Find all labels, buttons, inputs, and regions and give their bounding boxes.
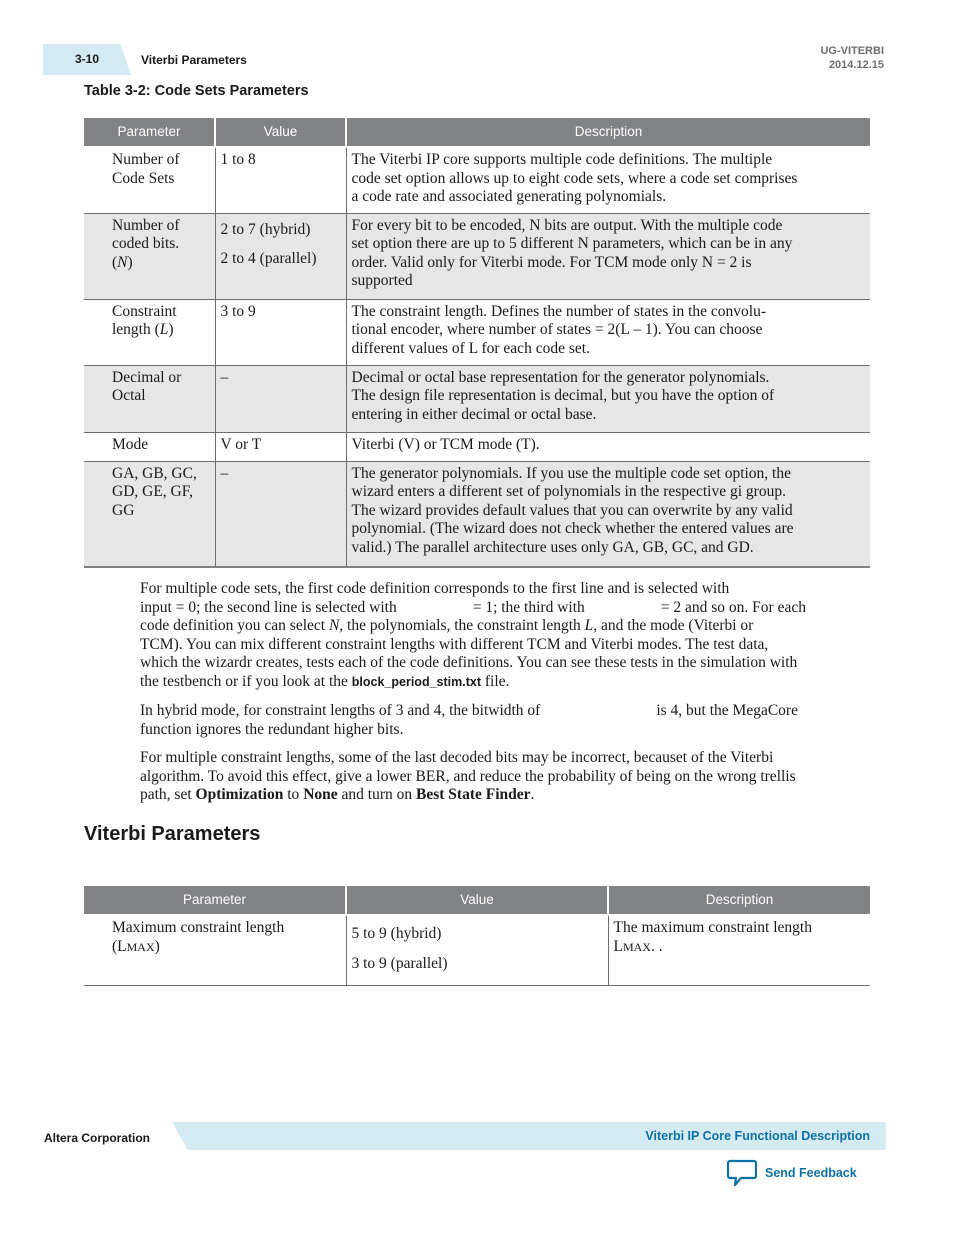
param-cell bbox=[84, 147, 215, 213]
value-line: 2 to 4 (parallel) bbox=[220, 250, 317, 267]
desc-line: The wizard provides default values that you can overwrite by any valid bbox=[351, 501, 793, 519]
para-line: For multiple code sets, the first code definition corresponds to the first line and is selected with bbox=[140, 580, 730, 597]
value-line: 1 to 8 bbox=[220, 151, 256, 168]
para-line: For multiple constraint lengths, some of the last decoded bits may be incorrect, becauset of the Viterbi bbox=[140, 749, 774, 766]
desc-line: supported bbox=[351, 272, 413, 289]
subscript: MAX bbox=[126, 939, 155, 954]
desc-cell bbox=[346, 461, 870, 567]
bold-none: None bbox=[303, 786, 338, 803]
bold-optimization: Optimization bbox=[195, 786, 284, 803]
para-line: function ignores the redundant higher bits. bbox=[140, 720, 404, 738]
table-row bbox=[84, 432, 870, 461]
param-cell bbox=[84, 299, 215, 365]
paragraph-constraint-lengths bbox=[140, 749, 868, 805]
send-feedback-link[interactable] bbox=[727, 1159, 857, 1187]
param-cell bbox=[84, 461, 215, 567]
text: ) bbox=[154, 937, 160, 955]
table-caption: Table 3-2: Code Sets Parameters bbox=[84, 83, 309, 99]
text: . bbox=[530, 786, 535, 803]
desc-line: set option there are up to 5 different N parameters, which can be in any bbox=[351, 235, 793, 252]
text: In hybrid mode, for constraint lengths of 3 and 4, the bitwidth of bbox=[140, 702, 541, 719]
desc-line: entering in either decimal or octal base. bbox=[351, 405, 597, 423]
desc-line: Decimal or octal base representation for the generator polynomials. bbox=[351, 368, 770, 386]
param-cell bbox=[84, 365, 215, 432]
param-line: (N) bbox=[112, 253, 133, 271]
value-line: 3 to 9 bbox=[220, 302, 256, 320]
param-line: Constraint bbox=[112, 302, 177, 320]
param-line: Octal bbox=[112, 387, 146, 404]
para-line bbox=[140, 702, 868, 721]
subscript: MAX bbox=[622, 939, 651, 954]
text: = 2 and so on. For each bbox=[660, 598, 806, 616]
param-line: Decimal or bbox=[112, 368, 182, 386]
value-line: – bbox=[220, 464, 229, 482]
doc-id bbox=[820, 44, 884, 72]
header-section-title: Viterbi Parameters bbox=[141, 53, 247, 67]
text: L bbox=[613, 937, 623, 955]
para-line bbox=[140, 786, 868, 805]
param-line: Code Sets bbox=[112, 169, 175, 187]
viterbi-parameters-table bbox=[84, 886, 870, 986]
table-row bbox=[84, 365, 870, 432]
param-line: GG bbox=[112, 501, 135, 519]
desc-cell bbox=[346, 147, 870, 213]
desc-line: Viterbi (V) or TCM mode (T). bbox=[351, 435, 540, 453]
param-cell bbox=[84, 213, 215, 299]
text: , and the mode (Viterbi or bbox=[593, 617, 754, 634]
text: path, set bbox=[140, 786, 192, 803]
desc-line: The generator polynomials. If you use the multiple code set option, the bbox=[351, 464, 791, 482]
para-line bbox=[140, 599, 868, 618]
param-line: coded bits. bbox=[112, 235, 180, 252]
header-parameter: Parameter bbox=[84, 118, 215, 147]
text: and turn on bbox=[341, 786, 413, 803]
text: code definition you can select bbox=[140, 617, 326, 634]
desc-cell bbox=[346, 432, 870, 461]
desc-cell bbox=[346, 365, 870, 432]
desc-line: The Viterbi IP core supports multiple code definitions. The multiple bbox=[351, 151, 773, 168]
param-line: GA, GB, GC, bbox=[112, 464, 197, 482]
desc-line: code set option allows up to eight code sets, where a code set comprises bbox=[351, 169, 798, 187]
text: . . bbox=[650, 937, 663, 955]
value-line: – bbox=[220, 368, 229, 386]
paragraph-hybrid-mode bbox=[140, 702, 868, 739]
value-line: 2 to 7 (hybrid) bbox=[220, 220, 311, 238]
text: (L bbox=[112, 937, 127, 955]
footer-company: Altera Corporation bbox=[44, 1131, 151, 1145]
param-line: Number of bbox=[112, 216, 180, 234]
param-symbol-n: N bbox=[117, 253, 128, 271]
table-row bbox=[84, 147, 870, 213]
value-line: V or T bbox=[220, 435, 262, 453]
value-cell bbox=[215, 147, 346, 213]
text: the testbench or if you look at the bbox=[140, 672, 348, 690]
text: , the polynomials, the constraint length bbox=[339, 617, 581, 634]
param-line: length (L) bbox=[112, 321, 174, 338]
table-header-row bbox=[84, 886, 870, 915]
table-row bbox=[84, 299, 870, 365]
text: is 4, but the MegaCore bbox=[656, 702, 798, 719]
desc-line: The design file representation is decimal, but you have the option of bbox=[351, 387, 775, 404]
desc-line: wizard enters a different set of polynomials in the respective gi group. bbox=[351, 483, 786, 500]
value-line: 5 to 9 (hybrid) bbox=[351, 925, 442, 942]
param-line: Mode bbox=[112, 435, 149, 453]
desc-line: a code rate and associated generating polynomials. bbox=[351, 188, 667, 205]
param-line: GD, GE, GF, bbox=[112, 483, 193, 500]
text: to bbox=[287, 786, 300, 803]
para-line: TCM). You can mix different constraint lengths with different TCM and Viterbi modes. The test data, bbox=[140, 635, 769, 653]
desc-line: polynomial. (The wizard does not check whether the entered values are bbox=[351, 520, 794, 537]
text: file. bbox=[484, 672, 510, 690]
desc-line: The maximum constraint length bbox=[613, 919, 812, 936]
value-cell bbox=[215, 299, 346, 365]
code-sets-table bbox=[84, 118, 870, 568]
paragraph-multiple-code-sets bbox=[140, 580, 868, 691]
desc-line: tional encoder, where number of states = 2(L – 1). You can choose bbox=[351, 321, 763, 338]
param-line: Maximum constraint length bbox=[112, 919, 285, 936]
value-cell bbox=[215, 213, 346, 299]
para-line bbox=[140, 673, 868, 692]
para-line: which the wizardr creates, tests each of the code definitions. You can see these tests in the simulation with bbox=[140, 654, 798, 671]
param-cell bbox=[84, 432, 215, 461]
italic-n: N bbox=[328, 617, 340, 634]
header-parameter: Parameter bbox=[84, 886, 346, 915]
para-line: algorithm. To avoid this effect, give a lower BER, and reduce the probability of being on the wrong trellis bbox=[140, 767, 796, 785]
doc-id-text: UG-VITERBI bbox=[820, 45, 884, 57]
file-name: block_period_stim.txt bbox=[351, 674, 481, 689]
table-row bbox=[84, 915, 870, 985]
desc-line: The constraint length. Defines the number of states in the convolu- bbox=[351, 302, 767, 320]
header-description: Description bbox=[608, 886, 870, 915]
desc-line bbox=[614, 938, 866, 957]
send-feedback-label[interactable]: Send Feedback bbox=[765, 1166, 857, 1180]
table-row bbox=[84, 461, 870, 567]
doc-date: 2014.12.15 bbox=[828, 59, 884, 71]
italic-l: L bbox=[584, 617, 594, 634]
table-row bbox=[84, 213, 870, 299]
param-symbol-l: L bbox=[159, 321, 169, 338]
bold-best-state-finder: Best State Finder bbox=[416, 786, 531, 803]
section-title: Viterbi Parameters bbox=[84, 823, 261, 845]
table-header-row bbox=[84, 118, 870, 147]
page-number: 3-10 bbox=[75, 52, 100, 66]
footer-doc-title-link[interactable]: Viterbi IP Core Functional Description bbox=[645, 1129, 870, 1143]
desc-line: valid.) The parallel architecture uses only GA, GB, GC, and GD. bbox=[351, 538, 754, 556]
header-value: Value bbox=[215, 118, 346, 147]
header-description: Description bbox=[346, 118, 870, 147]
param-line: Number of bbox=[112, 151, 180, 168]
text: input = 0; the second line is selected with bbox=[140, 598, 397, 616]
param-cell bbox=[84, 915, 346, 985]
param-line bbox=[112, 938, 341, 957]
header-value: Value bbox=[346, 886, 608, 915]
chat-bubble-icon bbox=[727, 1159, 757, 1187]
desc-line: order. Valid only for Viterbi mode. For TCM mode only N = 2 is bbox=[351, 253, 752, 271]
text: = 1; the third with bbox=[472, 598, 585, 616]
desc-cell bbox=[608, 915, 870, 985]
para-line bbox=[140, 617, 868, 636]
value-cell bbox=[346, 915, 608, 985]
desc-cell bbox=[346, 299, 870, 365]
value-cell bbox=[215, 365, 346, 432]
value-cell bbox=[215, 461, 346, 567]
desc-line: different values of L for each code set. bbox=[351, 339, 590, 357]
value-cell bbox=[215, 432, 346, 461]
value-line: 3 to 9 (parallel) bbox=[351, 954, 448, 972]
desc-cell bbox=[346, 213, 870, 299]
desc-line: For every bit to be encoded, N bits are output. With the multiple code bbox=[351, 216, 783, 234]
